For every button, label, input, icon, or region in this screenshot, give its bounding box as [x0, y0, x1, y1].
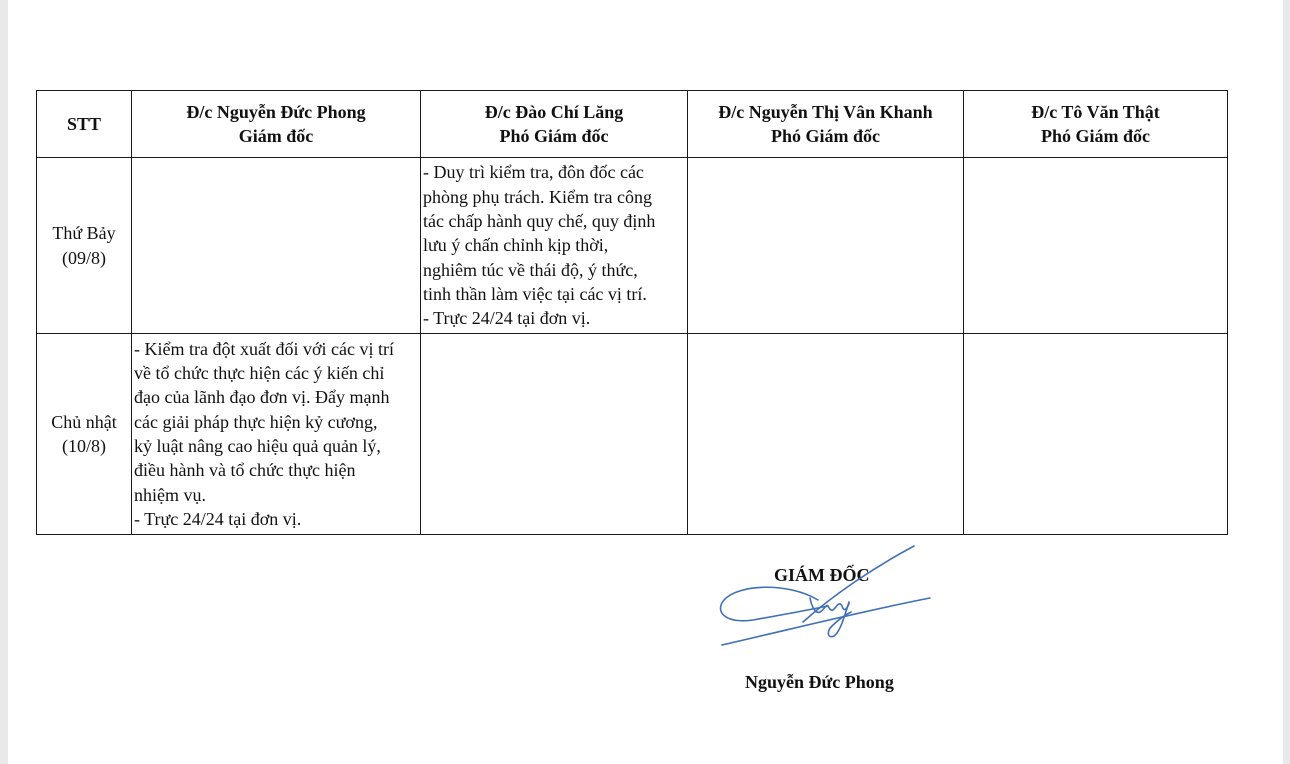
document-page: [8, 0, 1283, 764]
header-deputy-1-name: Đ/c Đào Chí Lăng: [484, 101, 624, 122]
header-deputy-1-role: Phó Giám đốc: [499, 126, 609, 146]
task-cell: [688, 158, 964, 334]
task-cell: - Kiểm tra đột xuất đối với các vị trí về tổ chức thực hiện các ý kiến chỉ đạo của lãnh đạo đơn vị. Đẩy mạnh các giải pháp thực hiện kỷ cương, kỷ luật nâng cao hiệu quả quản lý, điều hành và tổ chức thực hiện nhiệm vụ. - Trực 24/24 tại đơn vị.: [132, 334, 421, 535]
day-date: (09/8): [62, 247, 106, 268]
day-name: Thứ Bảy: [52, 223, 116, 244]
signatory-name: Nguyễn Đức Phong: [745, 672, 894, 692]
header-director-role: Giám đốc: [238, 126, 314, 146]
header-deputy-2-role: Phó Giám đốc: [770, 126, 880, 146]
day-name: Chủ nhật: [51, 411, 117, 432]
task-cell: [964, 158, 1228, 334]
table-row-sunday: [37, 334, 1228, 535]
day-cell-saturday: [37, 158, 132, 334]
header-deputy-3: [964, 91, 1228, 158]
table-row-saturday: [37, 158, 1228, 334]
day-cell-sunday: [37, 334, 132, 535]
header-director: [132, 91, 421, 158]
header-deputy-1: [421, 91, 688, 158]
header-deputy-2: [688, 91, 964, 158]
header-director-name: Đ/c Nguyễn Đức Phong: [186, 101, 366, 122]
task-cell: [132, 158, 421, 334]
handwritten-signature: [708, 540, 938, 655]
weekly-schedule-table: [36, 90, 1228, 535]
header-deputy-2-name: Đ/c Nguyễn Thị Vân Khanh: [718, 101, 933, 122]
day-date: (10/8): [62, 436, 106, 456]
header-deputy-3-name: Đ/c Tô Văn Thật: [1031, 101, 1160, 122]
signature-title: GIÁM ĐỐC: [774, 565, 870, 585]
task-cell: [964, 334, 1228, 535]
header-deputy-3-role: Phó Giám đốc: [1040, 126, 1150, 146]
task-cell: [688, 334, 964, 535]
task-cell: - Duy trì kiểm tra, đôn đốc các phòng phụ trách. Kiểm tra công tác chấp hành quy chế, quy định lưu ý chấn chỉnh kịp thời, nghiêm túc về thái độ, ý thức, tinh thần làm việc tại các vị trí. - Trực 24/24 tại đơn vị.: [421, 158, 688, 334]
header-row: [37, 91, 1228, 158]
header-stt-label: STT: [66, 113, 102, 134]
task-cell: [421, 334, 688, 535]
header-stt: [37, 91, 132, 158]
